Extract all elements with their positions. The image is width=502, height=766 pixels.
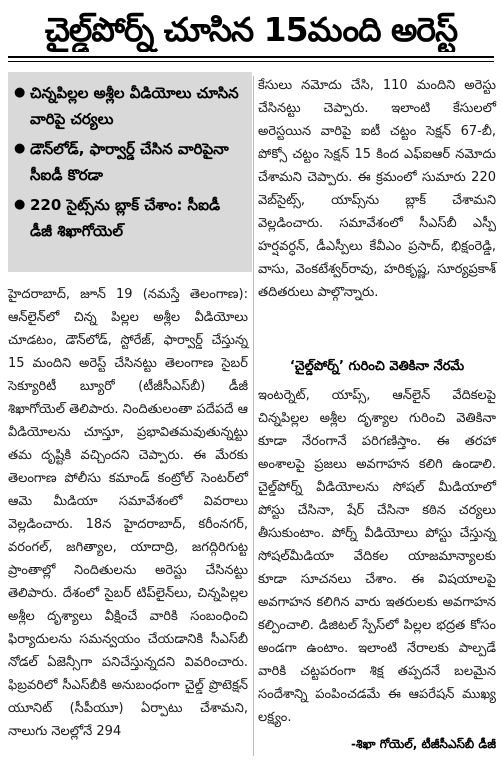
article-column-right-bottom — [258, 384, 496, 729]
summary-text: 220 సైట్స్‌ను బ్లాక్ చేశాం: సీఐడీ డీజీ శిఖాగోయెల్ — [30, 196, 221, 240]
headline: చైల్డ్‌పోర్న్ చూసిన 15మంది అరెస్ట్ — [44, 10, 458, 49]
summary-text: చిన్నపిల్లల అశ్లీల వీడియోలు చూసిన వారిపై చర్యలు — [30, 84, 239, 128]
bullet-icon: ● — [14, 141, 26, 156]
summary-item — [14, 136, 244, 188]
summary-item — [14, 80, 244, 132]
summary-text: డౌన్‌లోడ్, ఫార్వార్డ్ చేసిన వారిపైనా సీఐడీ కొరడా — [30, 140, 229, 184]
article-body-right-top: కేసులు నమోదు చేసి, 110 మందిని అరెస్టు చేసినట్టు చెప్పారు. ఇలాంటి కేసులలో అరెస్టయిన వారిపై ఐటీ చట్టం సెక్షన్ 67-బీ, పోక్సో చట్టం సెక్షన్ 15 కింద ఎఫ్‌ఐఆర్ నమోదు చేశామని చెప్పారు. ఈ క్రమంలో సుమారు 220 వెబ్‌సైట్స్, యాప్స్‌ను బ్లాక్ చేశామని వెల్లడించారు. సమావేశంలో సీఎస్‌బీ ఎస్పీ హర్షవర్ధన్, డీఎస్పీలు కేవీఎం ప్రసాద్, భిక్షంరెడ్డి, వాసు, వెంకటేశ్వర్‌రావు, హరికృష్ణ, సూర్యప్రకాశ్ తదితరులు పాల్గొన్నారు. — [258, 78, 496, 300]
subheading: ‘చైల్డ్‌పోర్న్’ గురించి వెతికినా నేరమే — [289, 359, 465, 374]
headline-rule-bottom — [8, 61, 494, 62]
bullet-icon: ● — [14, 197, 26, 212]
summary-item — [14, 192, 244, 244]
article-column-left — [8, 283, 248, 743]
summary-box — [8, 72, 252, 272]
article-body-left: హైదరాబాద్, జూన్ 19 (నమస్తే తెలంగాణ): ఆన్‌లైన్‌లో చిన్న పిల్లల అశ్లీల వీడియోలు చూడటం, డౌన్‌లోడ్, స్టోరేజ్, ఫార్వార్డ్ చేస్తున్న 15 మందిని అరెస్ట్ చేసినట్టు తెలంగాణ సైబర్ సెక్యూరిటీ బ్యూరో (టీజీసీఎస్‌బీ) డీజీ శిఖాగోయెల్ తెలిపారు. నిందితులంతా పదేపదే ఆ వీడియోలను చూస్తూ, ప్రభావితమవుతున్నట్టు తమ దృష్టికి వచ్చిందని చెప్పారు. ఈ మేరకు తెలంగాణ పోలీసు కమాండ్ కంట్రోల్ సెంటర్‌లో ఆమె మీడియా సమావేశంలో వివరాలు వెల్లడించారు. 18న హైదరాబాద్, కరీంనగర్, వరంగల్, జగిత్యాల, యాదాద్రి, జగద్గిరిగుట్ట ప్రాంతాల్లో నిందితులను అరెస్టు చేసినట్టు తెలిపారు. దేశంలో సైబర్ టిప్‌లైన్‌లు, చిన్నపిల్లల అశ్లీల దృశ్యాలు వీక్షించే వారికి సంబంధించి ఫిర్యాదులను సమన్వయం చేయడానికి సీఎస్‌బీ నోడల్ ఏజెన్సీగా పనిచేస్తున్నదని వివరించారు. ఫిబ్రవరిలో సీఎస్‌బీకి అనుబంధంగా చైల్డ్ ప్రొటెక్షన్ యూనిట్ (సీపీయూ) ఏర్పాటు చేశామని, నాలుగు నెలల్లోనే 294 — [8, 287, 248, 739]
bullet-icon: ● — [14, 85, 26, 100]
byline: -శిఖా గోయెల్, టీజీసీఎస్‌బీ డీజీ — [351, 737, 496, 751]
article-column-right-top — [258, 74, 496, 304]
headline-rule-top — [8, 56, 494, 58]
column-divider — [253, 76, 254, 756]
article-body-right-bottom: ఇంటర్నెట్, యాప్స్, ఆన్‌లైన్ వేదికలపై చిన్నపిల్లల అశ్లీల దృశ్యాల గురించి వెతికినా కూడా నేరంగానే పరిగణిస్తాం. ఈ తరహా అంశాలపై ప్రజలు అవగాహన కలిగి ఉండాలి. చైల్డ్‌పోర్న్ వీడియోలను సోషల్ మీడియాలో పోస్టు చేసినా, షేర్ చేసినా కఠిన చర్యలు తీసుకుంటాం. పోర్న్ వీడియోలు పోస్టు చేస్తున్న సోషల్‌మీడియా వేదికల యాజమాన్యాలకు కూడా సూచనలు చేశాం. ఈ విషయాలపై అవగాహన కలిగిన వారు ఇతరులకు అవగాహన కల్పించాలి. డిజిటల్ స్పేస్‌లో పిల్లల భద్రత కోసం అండగా ఉంటాం. ఇలాంటి నేరాలకు పాల్పడే వారికి చట్టపరంగా శిక్ష తప్పదనే బలమైన సందేశాన్ని పంపించడమే ఈ ఆపరేషన్ ముఖ్య లక్ష్యం. — [258, 388, 496, 725]
